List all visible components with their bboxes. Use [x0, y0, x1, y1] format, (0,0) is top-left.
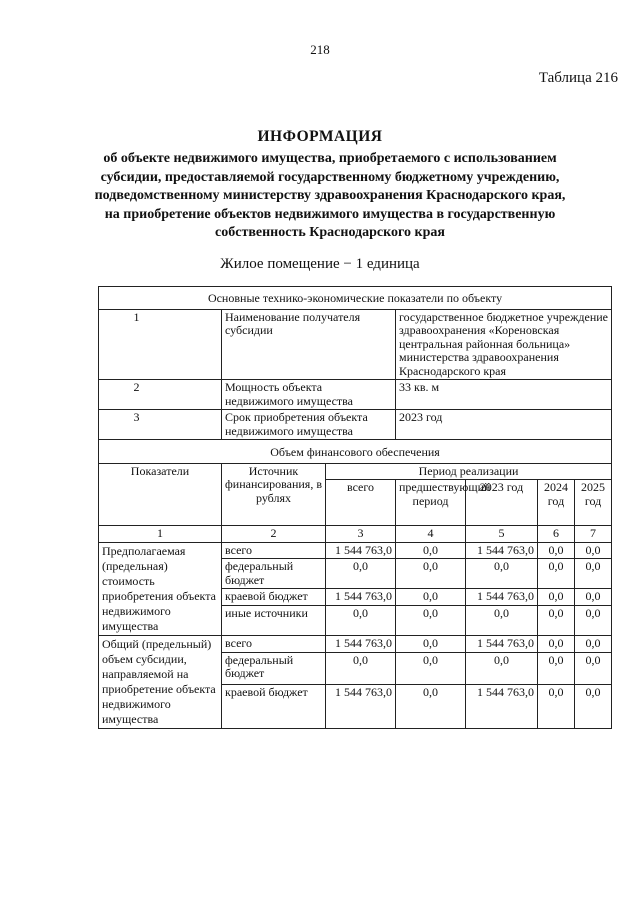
object-info-table — [98, 286, 612, 729]
info-row-label: Срок приобретения объекта недвижимого имущества — [222, 410, 396, 440]
value-2025: 0,0 — [575, 559, 612, 589]
source-cell: всего — [222, 635, 326, 652]
info-row-number: 3 — [99, 410, 222, 440]
info-row-number: 1 — [99, 309, 222, 380]
subtitle-line: на приобретение объектов недвижимого имущества в государственную — [104, 206, 556, 222]
section-title-row — [99, 440, 612, 464]
value-2023: 1 544 763,0 — [466, 542, 538, 559]
value-2023: 0,0 — [466, 652, 538, 684]
value-prev: 0,0 — [396, 559, 466, 589]
value-prev: 0,0 — [396, 635, 466, 652]
indicator-cell: Предполагаемая (предельная) стоимость приобретения объекта недвижимого имущества — [99, 542, 222, 635]
unit-line: Жилое помещение − 1 единица — [220, 256, 420, 272]
info-row-value: государственное бюджетное учреждение здравоохранения «Кореновская центральная районная больница» министерства здравоохранения Краснодарского края — [396, 309, 612, 380]
value-2024: 0,0 — [538, 542, 575, 559]
header-total: всего — [326, 480, 396, 526]
value-2025: 0,0 — [575, 542, 612, 559]
subtitle-line: собственность Краснодарского края — [215, 225, 445, 240]
col-number: 5 — [466, 526, 538, 543]
header-indicators: Показатели — [99, 463, 222, 526]
value-2024: 0,0 — [538, 605, 575, 635]
value-2023: 0,0 — [466, 559, 538, 589]
header-prev: предшествующий период — [396, 480, 466, 526]
value-2024: 0,0 — [538, 559, 575, 589]
col-number: 2 — [222, 526, 326, 543]
value-2024: 0,0 — [538, 589, 575, 606]
source-cell: федеральный бюджет — [222, 559, 326, 589]
value-2024: 0,0 — [538, 635, 575, 652]
value-prev: 0,0 — [396, 542, 466, 559]
value-2023: 0,0 — [466, 605, 538, 635]
section-title-finance: Объем финансового обеспечения — [99, 440, 612, 464]
col-number: 3 — [326, 526, 396, 543]
page-number: 218 — [310, 42, 330, 57]
value-2025: 0,0 — [575, 652, 612, 684]
value-prev: 0,0 — [396, 684, 466, 728]
col-number: 1 — [99, 526, 222, 543]
document-title: ИНФОРМАЦИЯ — [257, 128, 383, 145]
value-2025: 0,0 — [575, 605, 612, 635]
source-cell: федеральный бюджет — [222, 652, 326, 684]
value-prev: 0,0 — [396, 605, 466, 635]
table-number: Таблица 216 — [538, 70, 618, 86]
value-2023: 1 544 763,0 — [466, 684, 538, 728]
column-number-row — [99, 526, 612, 543]
info-row — [99, 380, 612, 410]
table-row — [99, 635, 612, 652]
value-total: 0,0 — [326, 605, 396, 635]
source-cell: краевой бюджет — [222, 589, 326, 606]
header-2023: 2023 год — [466, 480, 538, 526]
header-2024: 2024 год — [538, 480, 575, 526]
info-row-number: 2 — [99, 380, 222, 410]
subtitle-line: подведомственному министерству здравоохранения Краснодарского края, — [94, 188, 566, 203]
document-subtitle — [60, 150, 600, 243]
info-row-value: 33 кв. м — [396, 380, 612, 410]
value-2024: 0,0 — [538, 652, 575, 684]
value-2025: 0,0 — [575, 635, 612, 652]
subtitle-line: субсидии, предоставляемой государственному бюджетному учреждению, — [100, 169, 560, 185]
source-cell: иные источники — [222, 605, 326, 635]
info-row-value: 2023 год — [396, 410, 612, 440]
value-total: 1 544 763,0 — [326, 542, 396, 559]
source-cell: всего — [222, 542, 326, 559]
col-number: 4 — [396, 526, 466, 543]
value-prev: 0,0 — [396, 589, 466, 606]
info-row — [99, 410, 612, 440]
section-title-main: Основные технико-экономические показатели по объекту — [99, 287, 612, 310]
header-row — [99, 463, 612, 480]
value-2024: 0,0 — [538, 684, 575, 728]
info-row-label: Наименование получателя субсидии — [222, 309, 396, 380]
subtitle-line: об объекте недвижимого имущества, приобретаемого с использованием — [103, 151, 557, 166]
value-2025: 0,0 — [575, 589, 612, 606]
value-2023: 1 544 763,0 — [466, 635, 538, 652]
header-period: Период реализации — [326, 463, 612, 480]
col-number: 6 — [538, 526, 575, 543]
info-row-label: Мощность объекта недвижимого имущества — [222, 380, 396, 410]
value-total: 0,0 — [326, 652, 396, 684]
value-total: 1 544 763,0 — [326, 684, 396, 728]
value-2025: 0,0 — [575, 684, 612, 728]
source-cell: краевой бюджет — [222, 684, 326, 728]
value-total: 0,0 — [326, 559, 396, 589]
value-2023: 1 544 763,0 — [466, 589, 538, 606]
info-row — [99, 309, 612, 380]
header-source: Источник финансирования, в рублях — [222, 463, 326, 526]
value-total: 1 544 763,0 — [326, 589, 396, 606]
indicator-cell: Общий (предельный) объем субсидии, направляемой на приобретение объекта недвижимого имущества — [99, 635, 222, 728]
value-prev: 0,0 — [396, 652, 466, 684]
section-title-row — [99, 287, 612, 310]
value-total: 1 544 763,0 — [326, 635, 396, 652]
col-number: 7 — [575, 526, 612, 543]
header-2025: 2025 год — [575, 480, 612, 526]
table-row — [99, 542, 612, 559]
